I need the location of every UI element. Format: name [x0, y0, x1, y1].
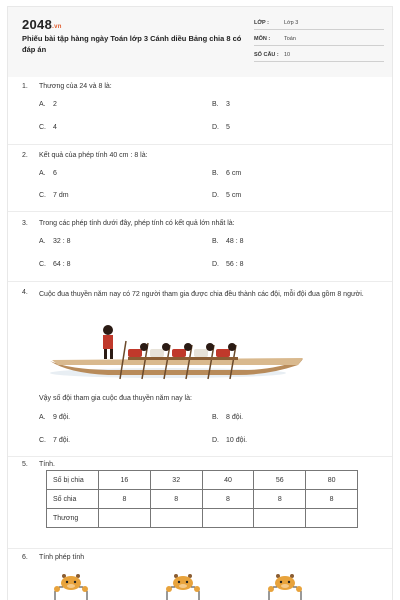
q2-option-c[interactable]: C. 7 dm	[39, 192, 69, 199]
giraffe-illustration	[265, 573, 305, 600]
q4-option-b[interactable]: B. 8 đội.	[212, 414, 244, 421]
answer-cell[interactable]	[254, 509, 306, 528]
q3-option-c[interactable]: C. 64 : 8	[39, 261, 71, 268]
page-title: Phiếu bài tập hàng ngày Toán lớp 3 Cánh diều Bảng chia 8 có đáp án	[22, 34, 242, 54]
q1-option-d[interactable]: D. 5	[212, 124, 230, 131]
divider	[8, 456, 393, 457]
table-cell: 8	[150, 490, 202, 509]
dragon-boat-illustration	[48, 323, 318, 383]
q2-option-b[interactable]: B. 6 cm	[212, 170, 242, 177]
q3-option-b[interactable]: B. 48 : 8	[212, 238, 244, 245]
answer-cell[interactable]	[306, 509, 358, 528]
table-cell: 8	[99, 490, 151, 509]
site-logo[interactable]: 2048.vn	[22, 17, 62, 32]
giraffe-illustration	[163, 573, 203, 600]
meta-class	[254, 17, 384, 30]
meta-class-value: Lớp 3	[284, 20, 299, 26]
q4-option-a[interactable]: A. 9 đội.	[39, 414, 71, 421]
answer-cell[interactable]	[150, 509, 202, 528]
q1-option-c[interactable]: C. 4	[39, 124, 57, 131]
meta-class-label: LỚP :	[254, 20, 269, 26]
meta-count-label: SỐ CÂU :	[254, 52, 279, 58]
row-header: Số chia	[47, 490, 99, 509]
meta-count-value: 10	[284, 52, 291, 58]
q4-option-c[interactable]: C. 7 đội.	[39, 437, 71, 444]
meta-count	[254, 49, 384, 62]
divider	[8, 144, 393, 145]
table-cell: 40	[202, 471, 254, 490]
table-cell: 56	[254, 471, 306, 490]
giraffe-illustration	[51, 573, 91, 600]
table-cell: 80	[306, 471, 358, 490]
table-cell: 32	[150, 471, 202, 490]
answer-cell[interactable]	[99, 509, 151, 528]
answer-cell[interactable]	[202, 509, 254, 528]
meta-subject-value: Toán	[284, 36, 296, 42]
q2-option-a[interactable]: A. 6	[39, 170, 57, 177]
q3-option-a[interactable]: A. 32 : 8	[39, 238, 71, 245]
meta-subject	[254, 33, 384, 46]
table-cell: 16	[99, 471, 151, 490]
divider	[8, 281, 393, 282]
q2-option-d[interactable]: D. 5 cm	[212, 192, 242, 199]
row-header: Thương	[47, 509, 99, 528]
table-row	[47, 509, 358, 528]
table-row	[47, 490, 358, 509]
table-cell: 8	[306, 490, 358, 509]
meta-subject-label: MÔN :	[254, 36, 271, 42]
divider	[8, 548, 393, 549]
q4-option-d[interactable]: D. 10 đội.	[212, 437, 248, 444]
table-cell: 8	[202, 490, 254, 509]
header	[8, 7, 393, 77]
q3-option-d[interactable]: D. 56 : 8	[212, 261, 244, 268]
worksheet-page: 2048.vn Phiếu bài tập hàng ngày Toán lớp 3 Cánh diều Bảng chia 8 có đáp án LỚP : Lớp 3 MÔN : Toán SỐ CÂU : 10 1. Thương của 24 và 8 là: A. 2 B. 3 C. 4 D. 5 2. Kết quả của phép tính 40 cm : 8 là: A. 6 B. 6 cm C. 7 dm D. 5 cm 3. Trong các phép tính dưới đây, phép tính có kết quả lớn nhất là: A. 32 : 8 B. 48 : 8 C. 64 : 8 D. 56 : 8 4. Cuộc đua thuyền năm nay có 72 người tham gia được chia đều thành các đội, mỗi đội đua gồm 8 người. Vậy số đội tham gia cuộc đua thuyền năm nay là: A. 9 đội. B. 8 đội. C. 7 đội. D. 10 đội. 5. Tính. Số bị chia 16 32 40 56 80 Số chia 8 8 8 8 8 Thương 6. Tính phép tính	[7, 6, 393, 600]
divider	[8, 211, 393, 212]
q1-option-a[interactable]: A. 2	[39, 101, 57, 108]
row-header: Số bị chia	[47, 471, 99, 490]
table-cell: 8	[254, 490, 306, 509]
question-4-followup: Vậy số đội tham gia cuộc đua thuyền năm nay là:	[39, 395, 192, 402]
q1-option-b[interactable]: B. 3	[212, 101, 230, 108]
table-row	[47, 471, 358, 490]
division-table	[46, 470, 358, 528]
